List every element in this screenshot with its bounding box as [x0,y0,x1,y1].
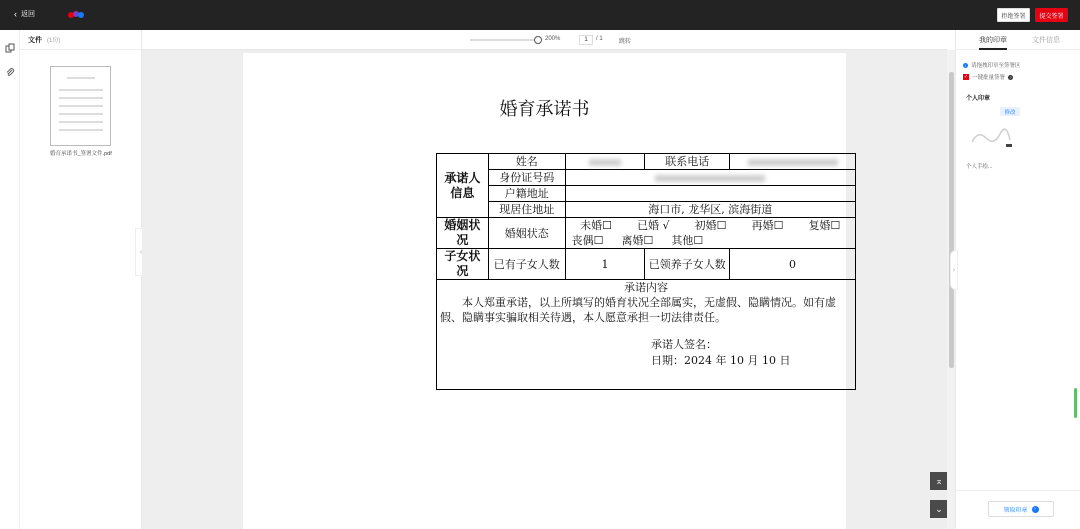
left-icon-rail [0,30,20,529]
info-icon: i [963,63,968,68]
chevron-right-icon: › [952,266,956,274]
value-phone [730,154,856,170]
page-total: / 1 [596,36,603,42]
redacted-id-number [655,175,765,182]
edit-seal-button[interactable]: 修改 [1000,107,1020,116]
right-panel [952,30,1080,529]
tab-file-info[interactable]: 文件信息 [1032,37,1060,44]
scroll-to-top-button[interactable] [930,472,948,490]
zoom-level: 200% [545,36,561,42]
logo [66,10,86,19]
commitment-title: 承诺内容 [624,281,668,294]
arrow-up-icon: ⌅ [935,475,943,486]
sign-date: 日期：2024 年 10 月 10 日 [651,354,791,367]
label-residence-address: 现居住地址 [488,202,565,218]
page-number-input[interactable]: 1 [579,35,593,45]
scroll-to-bottom-button[interactable] [930,500,948,518]
label-children-count: 已有子女人数 [488,249,565,280]
copy-icon[interactable] [5,43,15,53]
document-title: 婚育承诺书 [499,99,590,120]
value-id-number [565,170,855,186]
marital-options [565,218,855,249]
divider [956,490,1080,491]
viewer-toolbar [142,30,947,50]
personal-seal-image[interactable] [968,120,1014,150]
label-adopted-count: 已领养子女人数 [645,249,730,280]
attachment-icon[interactable] [5,67,15,77]
reject-sign-button[interactable]: 拒绝签署 [997,8,1030,22]
top-bar [0,0,1080,30]
question-icon[interactable]: ? [1009,74,1012,80]
document-page [243,53,846,529]
tab-my-seals[interactable]: 我的印章 [979,37,1007,44]
seal-name[interactable]: 个人手绘... [966,164,993,170]
option-reunited: 复婚☐ [808,219,841,232]
viewer-scrollbar-thumb[interactable] [949,72,954,368]
label-name: 姓名 [488,154,565,170]
option-first-marriage: 初婚☐ [694,219,727,232]
redacted-phone [748,159,838,166]
value-adopted-count: 0 [730,249,856,280]
batch-sign-label: 一键批量签署 [972,75,1006,81]
file-thumbnail[interactable] [50,66,111,146]
get-seal-button[interactable] [988,501,1054,517]
value-residence-address: 海口市, 龙华区, 滨海街道 [565,202,855,218]
label-phone: 联系电话 [645,154,730,170]
file-panel-title: 文件 [28,36,42,44]
label-household-address: 户籍地址 [488,186,565,202]
option-married: 已婚 √ [637,219,670,232]
batch-sign-toggle[interactable] [963,73,1013,81]
section-applicant: 承诺人信息 [437,154,489,218]
personal-seal-heading: 个人印章 [966,96,991,102]
label-marital-status: 婚姻状态 [488,218,565,249]
value-children-count: 1 [565,249,645,280]
document-viewer [139,30,947,529]
collapse-right-panel-button[interactable] [950,250,958,290]
submit-sign-button[interactable]: 提交签署 [1035,8,1068,22]
option-widowed: 丧偶☐ [571,234,604,247]
value-household-address [565,186,855,202]
option-remarried: 再婚☐ [751,219,784,232]
chevron-left-icon: ‹ [139,248,143,256]
file-name[interactable]: 婚育承诺书_签署文件.pdf [50,151,112,157]
arrow-right-icon: › [1032,506,1039,513]
arrow-down-icon: ⌄ [935,503,943,514]
option-divorced: 离婚☐ [621,234,654,247]
right-panel-tabs [956,30,1080,50]
right-scroll-indicator[interactable] [1074,388,1077,418]
zoom-slider-track[interactable] [470,39,536,41]
section-marital: 婚姻状况 [437,218,489,249]
back-label: 返回 [21,11,35,18]
redacted-name [589,159,621,166]
option-unmarried: 未婚☐ [580,219,612,232]
commitment-body: 本人郑重承诺，以上所填写的婚育状况全部属实，无虚假、隐瞒情况。如有虚假、隐瞒事实骗取相关待遇，本人愿意承担一切法律责任。 [440,296,836,324]
file-count: (1份) [47,38,61,44]
back-button[interactable] [14,9,35,19]
file-panel [20,30,142,529]
drag-hint [963,61,1021,69]
signer-label: 承诺人签名： [651,338,717,351]
drag-hint-text: 请拖拽印章至签署区 [971,63,1021,69]
zoom-slider-handle[interactable] [534,36,542,44]
option-other: 其他☐ [671,234,704,247]
commitment-form-table [436,153,856,390]
jump-button[interactable]: 跳转 [619,39,632,45]
file-panel-header [20,30,141,50]
get-seal-label: 领取印章 [1003,507,1028,514]
section-children: 子女状况 [437,249,489,280]
checkbox-checked-icon[interactable]: ✓ [963,74,969,80]
value-name [565,154,645,170]
chevron-left-icon: ‹ [14,8,17,19]
label-id-number: 身份证号码 [488,170,565,186]
commitment-section [437,280,856,390]
